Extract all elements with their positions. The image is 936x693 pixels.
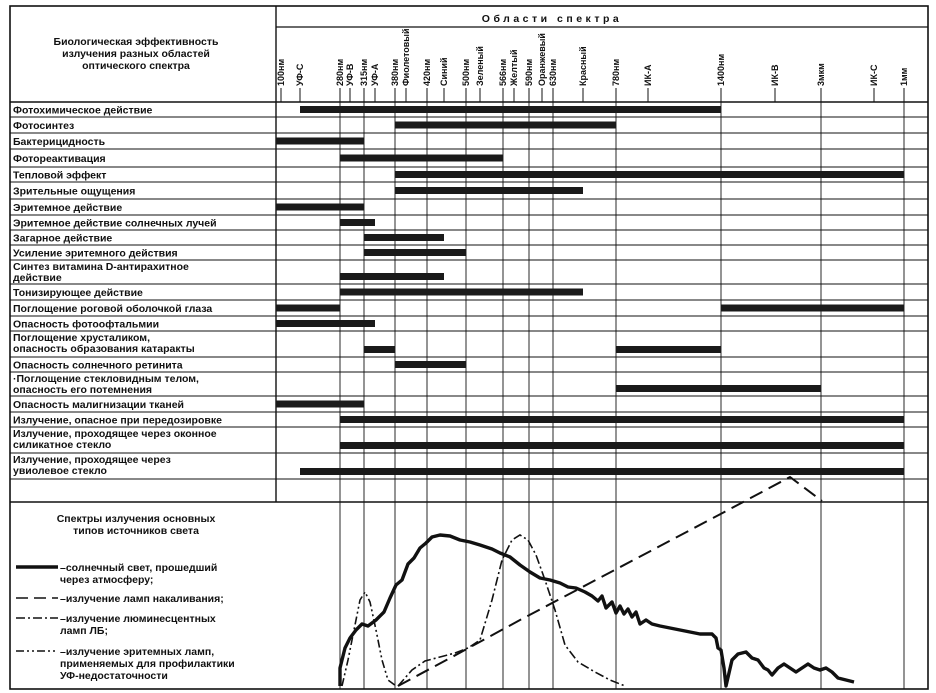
effect-bar (340, 273, 444, 280)
spectra-title-line-2: типов источников света (73, 525, 199, 537)
row-label: Излучение, проходящее через (13, 454, 171, 466)
row-label: Эритемное действие солнечных лучей (13, 217, 217, 230)
row-label: Фотохимическое действие (13, 104, 153, 117)
column-label: 380нм (390, 58, 400, 86)
row-label: Опасность малигнизации тканей (13, 399, 184, 411)
column-label: 500нм (461, 58, 471, 86)
row-label: Синтез витамина D-антирахитное (13, 261, 189, 273)
column-label: Зеленый (475, 46, 485, 86)
legend-text: ламп ЛБ; (60, 625, 108, 637)
effect-bar (395, 361, 466, 368)
column-label: Желтый (509, 49, 519, 86)
column-label: 780нм (611, 58, 621, 86)
effect-bar (300, 106, 721, 113)
row-label: действие (13, 272, 62, 284)
column-label: 590нм (524, 58, 534, 86)
column-label: 315нм (359, 58, 369, 86)
legend-text: применяемых для профилактики (60, 658, 235, 670)
column-label: 566нм (498, 58, 508, 86)
effect-bar (300, 468, 904, 475)
row-label: Загарное действие (13, 232, 113, 245)
row-label: Тонизирующее действие (13, 287, 143, 299)
effect-bar (364, 346, 395, 353)
row-label: силикатное стекло (13, 439, 112, 451)
row-label: Бактерицидность (13, 136, 106, 148)
effect-bar (395, 122, 616, 129)
row-label: Поглощение хрусталиком, (13, 332, 150, 344)
legend-text: УФ-недостаточности (60, 670, 168, 682)
curve-sunlight (340, 535, 854, 686)
effect-bar (395, 171, 904, 178)
effect-bar (276, 305, 340, 312)
column-label: Красный (578, 46, 588, 86)
legend-text: –солнечный свет, прошедший (60, 562, 218, 574)
effect-bar (340, 416, 904, 423)
band-title: Области спектра (481, 13, 623, 25)
column-label: 1мм (899, 67, 909, 86)
column-label: ИК-С (869, 64, 879, 86)
effect-bar (276, 320, 375, 327)
row-labels (13, 105, 222, 478)
row-label: ·Поглощение стекловидным телом, (13, 373, 199, 385)
column-label: ИК-А (643, 64, 653, 86)
column-label: УФ-А (370, 63, 380, 86)
column-label: Синий (439, 57, 449, 86)
row-label: Эритемное действие (13, 202, 123, 214)
effect-bar (364, 249, 466, 256)
spectra-curves (340, 477, 854, 686)
header-line-1: Биологическая эффективность (53, 36, 219, 48)
column-label: УФ-В (345, 63, 355, 86)
row-label: Тепловой эффект (13, 169, 107, 182)
column-label: 630нм (548, 58, 558, 86)
column-label: Оранжевый (537, 33, 547, 86)
row-label: Фотосинтез (13, 120, 75, 132)
column-label: ИК-В (770, 64, 780, 86)
column-label: УФ-С (295, 63, 305, 86)
row-label: Излучение, проходящее через оконное (13, 428, 217, 440)
row-label: Усиление эритемного действия (13, 247, 178, 260)
row-label: Опасность фотоофтальмии (13, 318, 160, 331)
column-labels (276, 28, 909, 87)
legend (16, 562, 235, 682)
legend-text: –излучение ламп накаливания; (60, 593, 224, 605)
effect-bar (276, 138, 364, 145)
effect-bar (616, 346, 721, 353)
row-label: Поглощение роговой оболочкой глаза (13, 303, 213, 315)
effect-bar (364, 234, 444, 241)
effect-bar (721, 305, 904, 312)
row-label: опасность его потемнения (13, 384, 153, 396)
effect-bar (616, 385, 821, 392)
curve-incandescent (398, 477, 822, 686)
spectra-title-line-1: Спектры излучения основных (56, 513, 216, 525)
row-label: Излучение, опасное при передозировке (13, 414, 222, 427)
column-label: 100нм (276, 58, 286, 86)
legend-text: –излучение эритемных ламп, (60, 646, 215, 658)
column-label: Фиолетовый (401, 28, 411, 86)
effect-bar (340, 155, 503, 162)
column-label: 420нм (422, 58, 432, 86)
effect-bar (340, 289, 583, 296)
header-line-3: оптического спектра (82, 60, 190, 72)
effect-bar (340, 219, 375, 226)
legend-text: –излучение люминесцентных (60, 613, 216, 625)
column-label: 3мкм (816, 63, 826, 86)
legend-text: через атмосферу; (60, 574, 154, 586)
row-label: опасность образования катаракты (13, 343, 195, 355)
header-line-2: излучения разных областей (62, 48, 210, 60)
column-label: 280нм (335, 58, 345, 86)
row-label: Опасность солнечного ретинита (13, 359, 183, 372)
effect-bar (340, 442, 904, 449)
effect-bar (276, 204, 364, 211)
row-label: Зрительные ощущения (13, 185, 136, 198)
row-label: увиолевое стекло (13, 465, 107, 477)
effect-bar (395, 187, 583, 194)
column-label: 1400нм (716, 53, 726, 86)
effect-bar (276, 401, 364, 408)
bars-layer (276, 106, 904, 475)
row-label: Фотореактивация (13, 153, 106, 165)
